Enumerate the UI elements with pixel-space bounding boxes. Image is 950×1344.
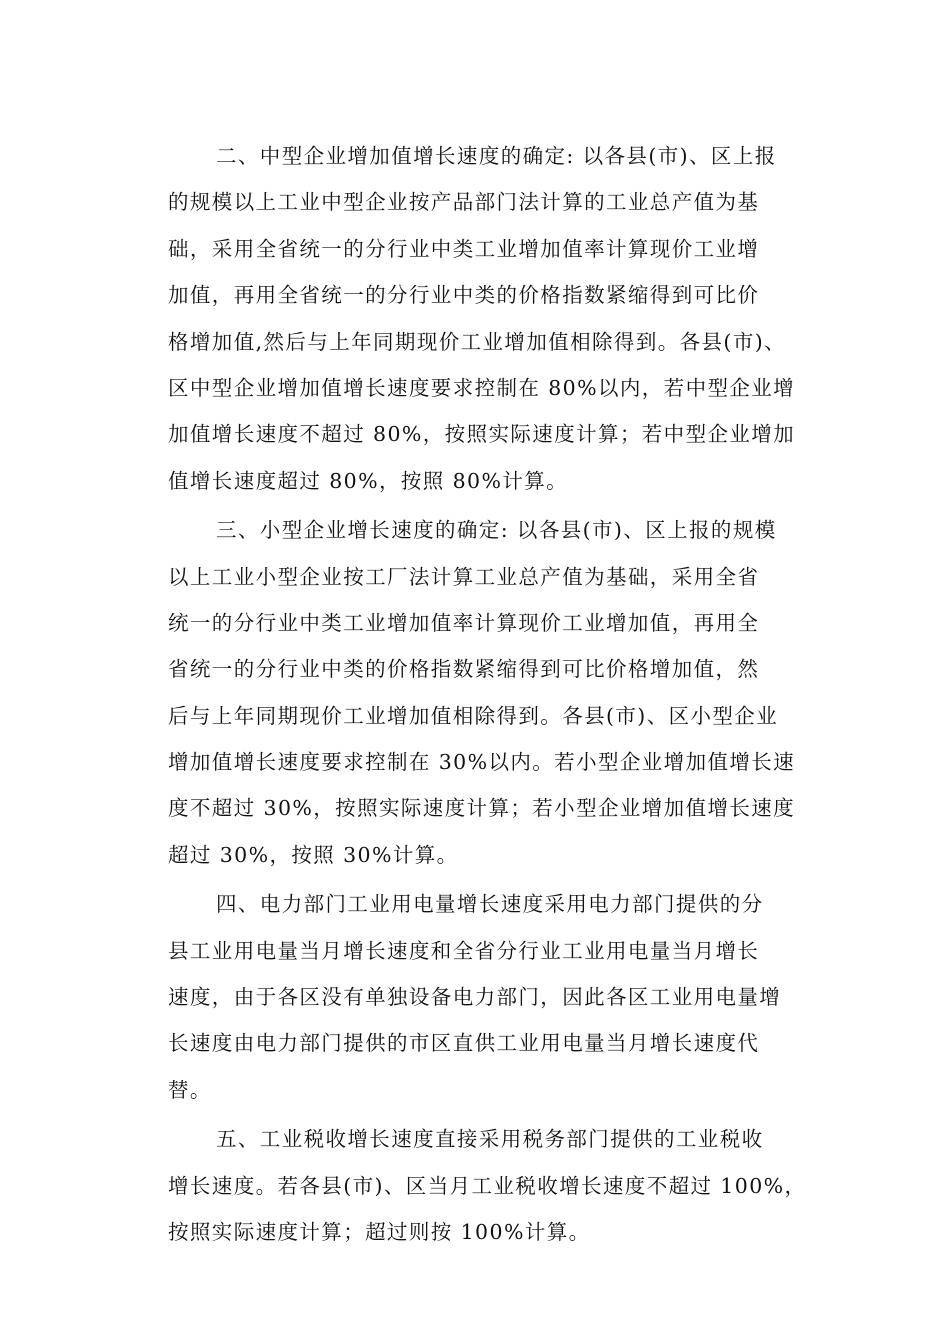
paragraph-line: 加值，再用全省统一的分行业中类的价格指数紧缩得到可比价 (168, 283, 760, 308)
paragraph-line: 二、中型企业增加值增长速度的确定: 以各县(市)、区上报 (216, 144, 777, 168)
paragraph-line: 增长速度。若各县(市)、区当月工业税收增长速度不超过 100%， (168, 1173, 807, 1198)
paragraph-line: 格增加值,然后与上年同期现价工业增加值相除得到。各县(市)、 (168, 329, 787, 354)
paragraph-line: 以上工业小型企业按工厂法计算工业总产值为基础，采用全省 (168, 564, 760, 589)
paragraph-line: 五、工业税收增长速度直接采用税务部门提供的工业税收 (216, 1127, 764, 1152)
paragraph-line: 替。 (168, 1077, 212, 1102)
paragraph-line: 区中型企业增加值增长速度要求控制在 80%以内，若中型企业增 (168, 375, 796, 400)
paragraph-line: 度不超过 30%，按照实际速度计算；若小型企业增加值增长速度 (168, 796, 796, 821)
paragraph-line: 后与上年同期现价工业增加值相除得到。各县(市)、区小型企业 (168, 703, 779, 728)
paragraph-line: 值增长速度超过 80%，按照 80%计算。 (168, 468, 569, 493)
paragraph-medium-enterprise (168, 133, 796, 504)
paragraph-line: 增加值增长速度要求控制在 30%以内。若小型企业增加值增长速 (168, 750, 796, 775)
paragraph-small-enterprise (168, 507, 796, 878)
paragraph-line: 础，采用全省统一的分行业中类工业增加值率计算现价工业增 (168, 236, 760, 261)
paragraph-line: 县工业用电量当月增长速度和全省分行业工业用电量当月增长 (168, 938, 760, 963)
paragraph-line: 统一的分行业中类工业增加值率计算现价工业增加值，再用全 (168, 610, 760, 635)
paragraph-line: 四、电力部门工业用电量增长速度采用电力部门提供的分 (216, 892, 764, 917)
paragraph-line: 长速度由电力部门提供的市区直供工业用电量当月增长速度代 (168, 1031, 760, 1056)
paragraph-line: 速度，由于各区没有单独设备电力部门，因此各区工业用电量增 (168, 985, 782, 1010)
paragraph-line: 超过 30%，按照 30%计算。 (168, 842, 459, 867)
paragraph-line: 省统一的分行业中类的价格指数紧缩得到可比价格增加值，然 (168, 657, 760, 682)
paragraph-line: 按照实际速度计算；超过则按 100%计算。 (168, 1219, 591, 1244)
paragraph-line: 加值增长速度不超过 80%，按照实际速度计算；若中型企业增加 (168, 422, 796, 447)
paragraph-line: 三、小型企业增长速度的确定: 以各县(市)、区上报的规模 (216, 518, 777, 543)
document-body (168, 133, 807, 1258)
paragraph-line: 的规模以上工业中型企业按产品部门法计算的工业总产值为基 (168, 190, 760, 215)
paragraph-electricity (168, 881, 788, 1113)
paragraph-tax (168, 1116, 807, 1255)
